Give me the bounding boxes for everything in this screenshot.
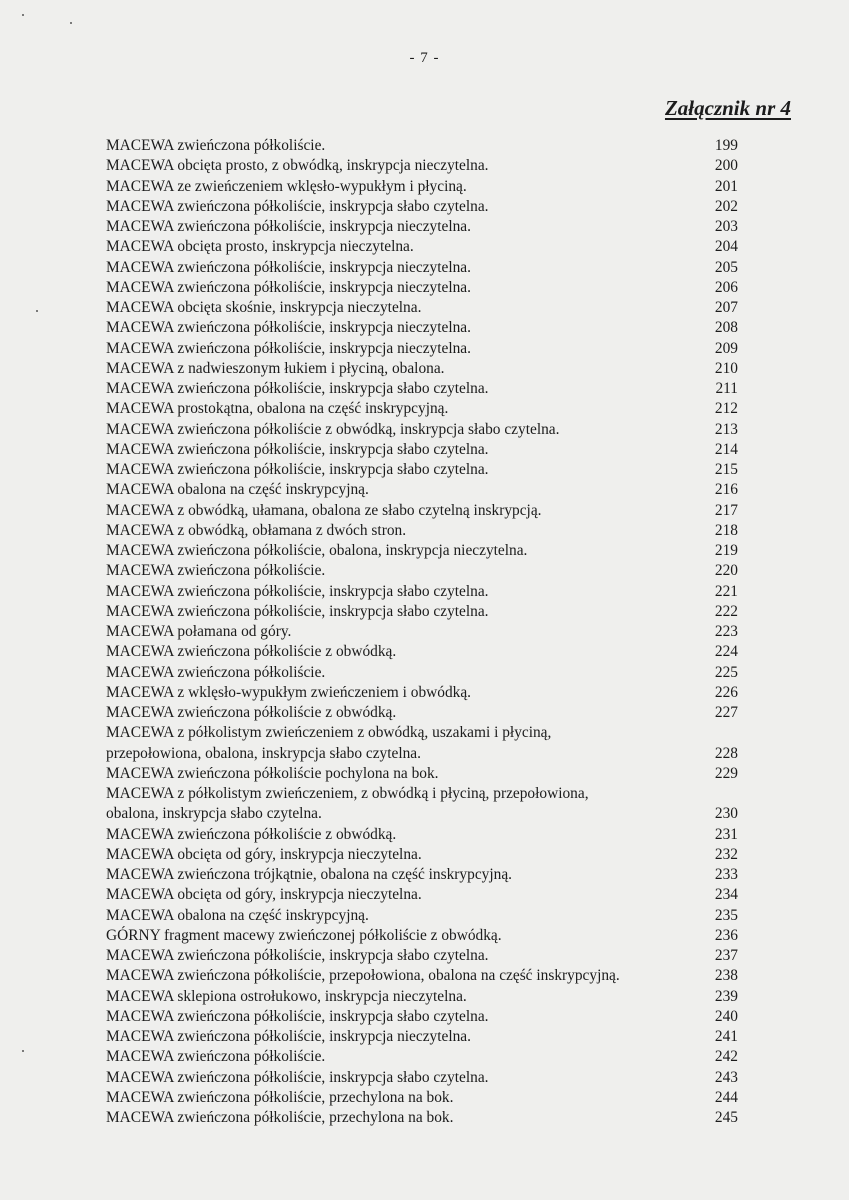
entry-description: MACEWA ze zwieńczeniem wklęsło-wypukłym i płyciną. [106, 177, 467, 195]
entry-description: MACEWA obcięta prosto, z obwódką, inskrypcja nieczytelna. [106, 157, 489, 175]
entry-description: MACEWA sklepiona ostrołukowo, inskrypcja nieczytelna. [106, 987, 467, 1005]
entry-number: 238 [714, 967, 738, 985]
list-item [106, 1047, 738, 1067]
entry-number: 240 [714, 1007, 738, 1025]
entry-number: 203 [714, 218, 738, 235]
entry-description: MACEWA zwieńczona półkoliście, inskrypcja słabo czytelna. [106, 947, 489, 964]
entry-description: MACEWA zwieńczona półkoliście, inskrypcja słabo czytelna. [106, 1068, 489, 1086]
entry-number: 242 [714, 1048, 738, 1066]
entry-number: 204 [714, 238, 738, 256]
entry-number: 237 [714, 947, 738, 964]
scan-speck [70, 22, 72, 24]
list-item [106, 1007, 738, 1027]
entry-number: 230 [714, 805, 738, 823]
list-item [106, 541, 738, 561]
list-item [106, 278, 738, 298]
list-item [106, 237, 738, 257]
entry-description: MACEWA zwieńczona półkoliście z obwódką. [106, 825, 397, 843]
entry-description: MACEWA obcięta skośnie, inskrypcja nieczytelna. [106, 299, 422, 316]
list-item [106, 602, 738, 622]
entry-number: 212 [714, 400, 738, 418]
entry-description: MACEWA zwieńczona półkoliście, inskrypcja nieczytelna. [106, 278, 471, 296]
entry-description: MACEWA z obwódką, ułamana, obalona ze słabo czytelną inskrypcją. [106, 501, 542, 519]
entry-number: 216 [714, 481, 738, 499]
entry-number: 217 [714, 501, 738, 519]
entry-description: MACEWA zwieńczona półkoliście, inskrypcja nieczytelna. [106, 218, 471, 235]
entry-description: MACEWA z nadwieszonym łukiem i płyciną, obalona. [106, 359, 445, 377]
scan-speck [36, 310, 38, 312]
list-item [106, 1068, 738, 1088]
list-item [106, 561, 738, 581]
entry-number: 200 [714, 157, 738, 175]
list-item [106, 258, 738, 278]
entry-number: 206 [714, 278, 738, 296]
entry-number: 220 [714, 562, 738, 580]
entry-description: MACEWA obcięta od góry, inskrypcja nieczytelna. [106, 845, 422, 863]
scan-speck [22, 14, 24, 16]
list-item [106, 845, 738, 865]
entry-number: 235 [714, 906, 738, 924]
list-item [106, 926, 738, 946]
list-item [106, 865, 738, 885]
entry-description: MACEWA zwieńczona półkoliście, przepołowiona, obalona na część inskrypcyjną. [106, 967, 620, 985]
entry-description: MACEWA zwieńczona półkoliście, inskrypcja nieczytelna. [106, 319, 471, 337]
entry-description: MACEWA zwieńczona półkoliście z obwódką. [106, 643, 397, 661]
entry-description: MACEWA zwieńczona półkoliście, przechylona na bok. [106, 1088, 454, 1106]
entry-number: 224 [714, 643, 738, 661]
entry-description: MACEWA zwieńczona półkoliście, inskrypcja nieczytelna. [106, 1028, 471, 1045]
list-item [106, 217, 738, 237]
entry-number: 215 [714, 461, 738, 478]
list-item [106, 136, 738, 156]
list-item [106, 946, 738, 966]
entry-number: 225 [714, 663, 738, 681]
entry-number: 214 [714, 440, 738, 458]
appendix-title: Załącznik nr 4 [664, 96, 791, 120]
entry-description: MACEWA zwieńczona trójkątnie, obalona na część inskrypcyjną. [106, 866, 513, 883]
entry-number: 199 [714, 137, 738, 154]
list-item [106, 318, 738, 338]
list-item [106, 399, 738, 419]
entry-number: 219 [714, 542, 738, 559]
entry-description: MACEWA obalona na część inskrypcyjną. [106, 906, 369, 924]
entry-number: 232 [714, 845, 738, 863]
entry-number: 227 [714, 704, 738, 721]
entry-description: MACEWA zwieńczona półkoliście, inskrypcja nieczytelna. [106, 339, 471, 357]
list-item [106, 440, 738, 460]
list-item [106, 460, 738, 480]
entry-number: 207 [714, 299, 738, 316]
entry-number: 218 [714, 521, 738, 539]
entry-number: 205 [714, 258, 738, 276]
list-item [106, 339, 738, 359]
entry-description: MACEWA zwieńczona półkoliście, przechylona na bok. [106, 1109, 454, 1126]
entry-description: MACEWA zwieńczona półkoliście, inskrypcja słabo czytelna. [106, 602, 489, 620]
entry-description: MACEWA zwieńczona półkoliście, obalona, inskrypcja nieczytelna. [106, 542, 528, 559]
entry-description: MACEWA zwieńczona półkoliście, inskrypcja słabo czytelna. [106, 197, 489, 215]
entry-number: 222 [714, 602, 738, 620]
entry-description: MACEWA zwieńczona półkoliście, inskrypcja nieczytelna. [106, 258, 471, 276]
entry-number: 231 [714, 825, 738, 843]
list-item [106, 1088, 738, 1108]
entry-description: MACEWA zwieńczona półkoliście, inskrypcja słabo czytelna. [106, 461, 489, 478]
list-item [106, 359, 738, 379]
entry-description: MACEWA połamana od góry. [106, 623, 292, 640]
list-item [106, 379, 738, 399]
entry-number: 202 [714, 197, 738, 215]
entry-number: 208 [714, 319, 738, 337]
list-item [106, 521, 738, 541]
list-item [106, 156, 738, 176]
entry-description: MACEWA z półkolistym zwieńczeniem z obwódką, uszakami i płyciną, przepołowiona, obalona, inskrypcja słabo czytelna. [106, 724, 552, 762]
entry-number: 243 [714, 1068, 738, 1086]
list-item [106, 966, 738, 986]
entry-number: 245 [714, 1109, 738, 1126]
entry-number: 201 [714, 177, 738, 195]
entry-description: MACEWA zwieńczona półkoliście. [106, 1048, 326, 1066]
entry-description: MACEWA obcięta prosto, inskrypcja nieczytelna. [106, 238, 414, 256]
entry-description: MACEWA zwieńczona półkoliście, inskrypcja słabo czytelna. [106, 380, 489, 397]
list-item [106, 987, 738, 1007]
list-item [106, 683, 738, 703]
list-item [106, 1027, 738, 1047]
entry-description: MACEWA zwieńczona półkoliście, inskrypcja słabo czytelna. [106, 1007, 489, 1025]
entry-number: 244 [714, 1088, 738, 1106]
entry-number: 221 [714, 582, 738, 600]
scan-speck [22, 1050, 24, 1052]
list-item [106, 177, 738, 197]
entry-number: 234 [714, 886, 738, 904]
entry-description: MACEWA obalona na część inskrypcyjną. [106, 481, 369, 499]
entry-number: 233 [714, 866, 738, 883]
list-item [106, 703, 738, 723]
entry-description: MACEWA obcięta od góry, inskrypcja nieczytelna. [106, 886, 422, 904]
list-item [106, 784, 738, 825]
list-item [106, 420, 738, 440]
list-item [106, 723, 738, 764]
entry-number: 223 [714, 623, 738, 640]
entry-description: MACEWA z wklęsło-wypukłym zwieńczeniem i obwódką. [106, 683, 472, 701]
entry-number: 213 [714, 420, 738, 438]
list-item [106, 885, 738, 905]
entry-number: 228 [714, 744, 738, 762]
entry-description: MACEWA z półkolistym zwieńczeniem, z obwódką i płyciną, przepołowiona, obalona, inskrypcja słabo czytelna. [106, 785, 589, 823]
list-item [106, 906, 738, 926]
entry-number: 236 [714, 926, 738, 944]
list-item [106, 1108, 738, 1128]
entry-number: 226 [714, 683, 738, 701]
entry-description: MACEWA zwieńczona półkoliście. [106, 137, 326, 154]
list-item [106, 298, 738, 318]
entry-description: MACEWA zwieńczona półkoliście. [106, 663, 326, 681]
list-item [106, 480, 738, 500]
entry-description: MACEWA prostokątna, obalona na część inskrypcyjną. [106, 400, 449, 418]
entry-number: 229 [714, 764, 738, 782]
entry-description: MACEWA zwieńczona półkoliście pochylona na bok. [106, 764, 439, 782]
entry-description: MACEWA zwieńczona półkoliście. [106, 562, 326, 580]
list-item [106, 825, 738, 845]
entry-description: MACEWA z obwódką, obłamana z dwóch stron. [106, 521, 407, 539]
list-item [106, 501, 738, 521]
page-number: - 7 - [409, 50, 440, 66]
entry-description: MACEWA zwieńczona półkoliście z obwódką. [106, 704, 397, 721]
entry-number: 241 [714, 1028, 738, 1045]
entry-number: 239 [714, 987, 738, 1005]
entry-list [106, 136, 738, 1128]
list-item [106, 642, 738, 662]
list-item [106, 582, 738, 602]
entry-description: GÓRNY fragment macewy zwieńczonej półkoliście z obwódką. [106, 926, 502, 944]
entry-number: 210 [714, 359, 738, 377]
list-item [106, 764, 738, 784]
list-item [106, 197, 738, 217]
entry-description: MACEWA zwieńczona półkoliście, inskrypcja słabo czytelna. [106, 440, 489, 458]
entry-number: 209 [714, 339, 738, 357]
entry-number: 211 [715, 380, 738, 397]
list-item [106, 622, 738, 642]
entry-description: MACEWA zwieńczona półkoliście, inskrypcja słabo czytelna. [106, 582, 489, 600]
list-item [106, 663, 738, 683]
entry-description: MACEWA zwieńczona półkoliście z obwódką, inskrypcja słabo czytelna. [106, 420, 560, 438]
